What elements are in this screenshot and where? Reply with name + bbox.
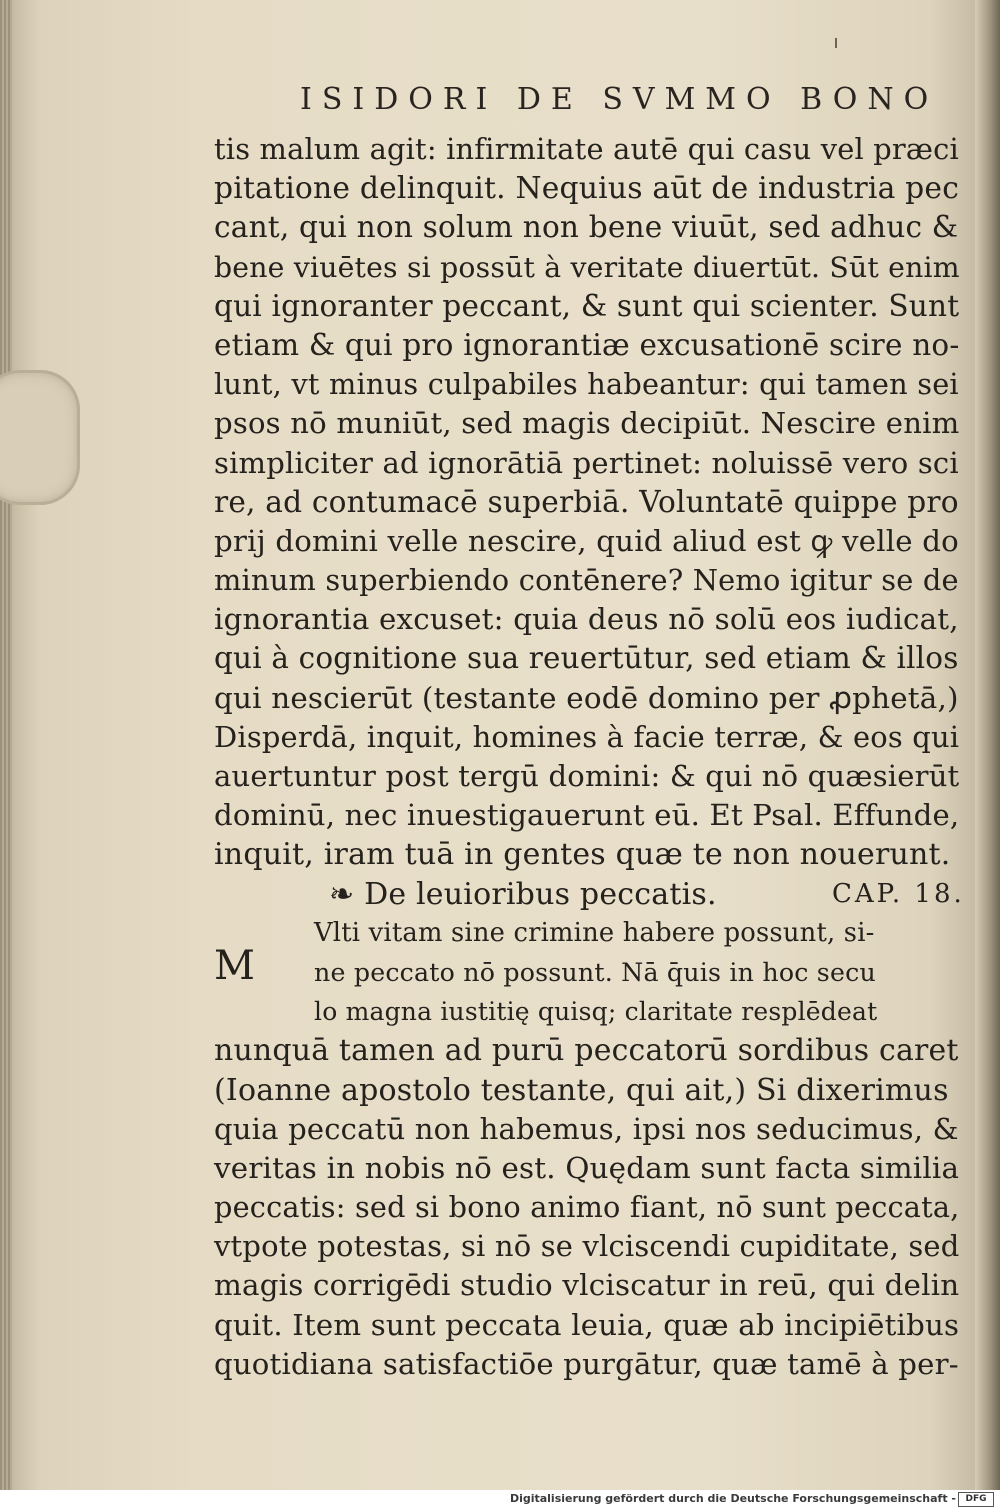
text-line: lunt, vt minus culpabiles habeantur: qui tamen sei (214, 367, 959, 402)
text-line: bene viuētes si possūt à veritate diuertūt. Sūt enim (214, 250, 960, 284)
text-line: dominū, nec inuestigauerunt eū. Et Psal. Effunde, (214, 798, 960, 833)
text-line: Vlti vitam sine crimine habere possunt, si- (314, 917, 875, 948)
text-line: tis malum agit: infirmitate autē qui casu vel præci (214, 132, 959, 166)
text-line: inquit, iram tuā in gentes quæ te non nouerunt. (214, 837, 951, 873)
dfg-logo: DFG (958, 1492, 994, 1507)
text-line: peccatis: sed si bono animo fiant, nō sunt peccata, (214, 1190, 960, 1225)
text-line: lo magna iustitię quisq; claritate resplēdeat (314, 997, 878, 1027)
book-clasp (0, 370, 80, 505)
text-line: qui ignoranter peccant, & sunt qui scienter. Sunt (214, 288, 960, 323)
text-line: quit. Item sunt peccata leuia, quæ ab incipiētibus (214, 1307, 960, 1342)
text-line: qui à cognitione sua reuertūtur, sed etiam & illos (214, 641, 959, 676)
text-line: vtpote potestas, si nō se vlciscendi cupiditate, sed (214, 1229, 960, 1264)
text-line: psos nō muniūt, sed magis decipiūt. Nescire enim (214, 406, 960, 441)
page-mark (835, 38, 837, 48)
text-line: Disperdā, inquit, homines à facie terræ, & eos qui (214, 719, 960, 754)
text-line: ne peccato nō possunt. Nā q̄uis in hoc secu (314, 957, 876, 987)
text-line: qui nescierūt (testante eodē domino per ꝓphetā,) (214, 680, 959, 715)
text-line: nunquā tamen ad purū peccatorū sordibus caret (214, 1033, 959, 1069)
text-line: re, ad contumacē superbiā. Voluntatē quippe pro (214, 484, 959, 519)
page-edge-left (0, 0, 12, 1490)
text-line: simpliciter ad ignorātiā pertinet: noluissē vero sci (214, 445, 959, 480)
chapter-number: CAP. 18. (832, 878, 965, 909)
text-line: quotidiana satisfactiōe purgātur, quæ tamē à per- (214, 1346, 959, 1381)
text-line: quia peccatū non habemus, ipsi nos seducimus, & (214, 1111, 959, 1146)
body-text (214, 130, 965, 1384)
text-line: (Ioanne apostolo testante, qui ait,) Si dixerimus (214, 1072, 949, 1108)
text-line: ignorantia excuset: quia deus nō solū eos iudicat, (214, 602, 959, 637)
running-title: ISIDORI DE SVMMO BONO (300, 82, 939, 117)
text-line: cant, qui non solum non bene viuūt, sed adhuc & (214, 210, 959, 245)
initial-letter: M (214, 943, 255, 989)
text-line: minum superbiendo contēnere? Nemo igitur se de (214, 563, 959, 598)
text-line: etiam & qui pro ignorantiæ excusationē scire no- (214, 327, 960, 362)
text-line: veritas in nobis nō est. Quędam sunt facta similia (214, 1150, 960, 1185)
text-line: prij domini velle nescire, quid aliud est ꝙ velle do (214, 523, 959, 558)
chapter-title: ❧ De leuioribus peccatis. (329, 876, 717, 912)
page-edge-right (975, 0, 1000, 1490)
text-line: magis corrigēdi studio vlciscatur in reū, qui delin (214, 1268, 960, 1303)
text-line: auertuntur post tergū domini: & qui nō quæsierūt (214, 759, 960, 793)
funding-credit: Digitalisierung gefördert durch die Deutsche Forschungsgemeinschaft - (509, 1492, 956, 1505)
text-line: pitatione delinquit. Nequius aūt de industria pec (214, 171, 960, 207)
chapter-heading (214, 875, 965, 914)
